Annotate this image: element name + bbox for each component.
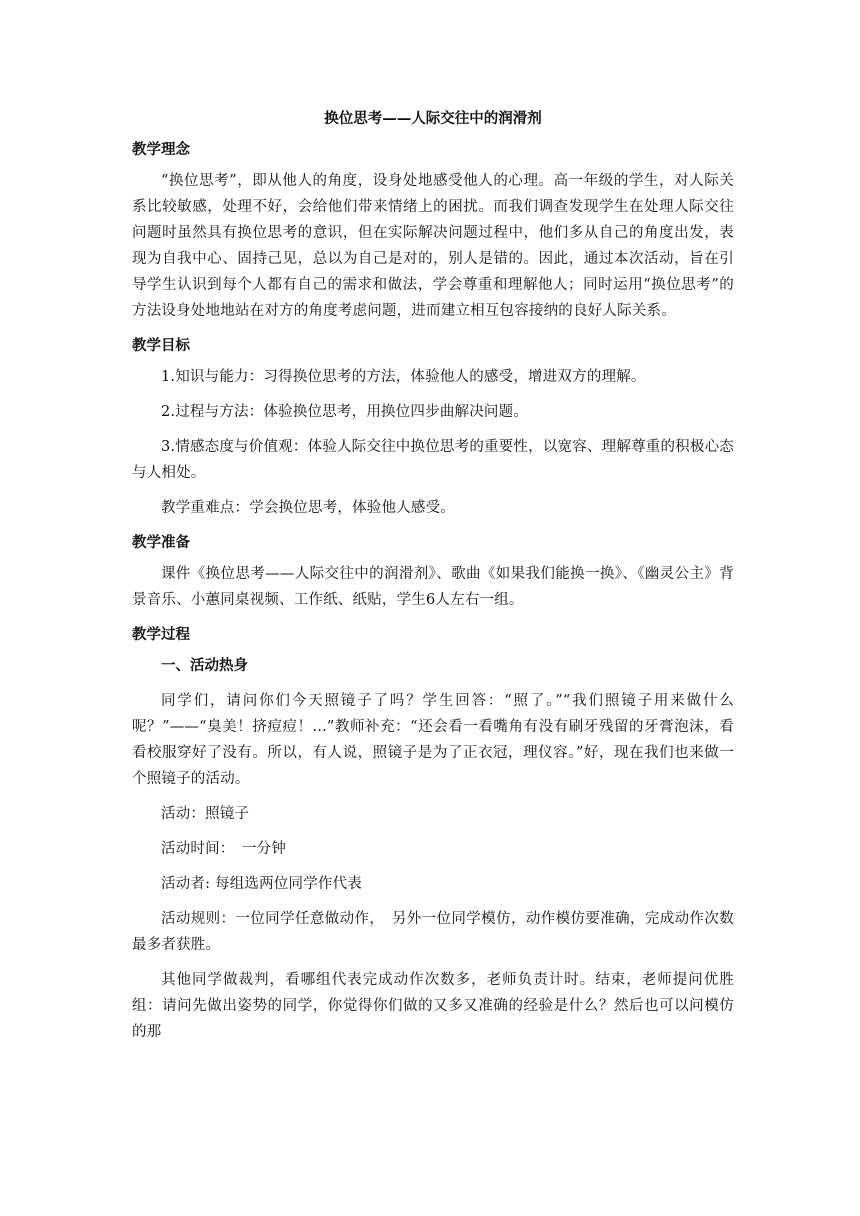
preparation-paragraph: 课件《换位思考——人际交往中的润滑剂》、歌曲《如果我们能换一换》、《幽灵公主》背景音乐、小蕙同桌视频、工作纸、纸贴，学生6人左右一组。 <box>132 566 734 608</box>
subheading-warmup: 一、活动热身 <box>161 658 248 674</box>
section-heading-preparation: 教学准备 <box>132 535 190 551</box>
document-body <box>132 106 734 1049</box>
goal-item-1: 1.知识与能力：习得换位思考的方法，体验他人的感受，增进双方的理解。 <box>161 369 646 385</box>
key-point-paragraph: 教学重难点：学会换位思考，体验他人感受。 <box>161 500 455 516</box>
section-heading-process: 教学过程 <box>132 627 190 643</box>
page-title: 换位思考——人际交往中的润滑剂 <box>324 111 542 127</box>
closing-paragraph: 其他同学做裁判，看哪组代表完成动作次数多，老师负责计时。结束，老师提问优胜组：请问先做出姿势的同学，你觉得你们做的又多又准确的经验是什么？然后也可以问模仿的那 <box>132 972 734 1040</box>
philosophy-paragraph: “换位思考”，即从他人的角度，设身处地感受他人的心理。高一年级的学生，对人际关系比较敏感，处理不好，会给他们带来情绪上的困扰。而我们调查发现学生在处理人际交往问题时虽然具有换位思考的意识，但在实际解决问题过程中，他们多从自己的角度出发，表现为自我中心、固持己见，总以为自己是对的，别人是错的。因此，通过本次活动，旨在引导学生认识到每个人都有自己的需求和做法，学会尊重和理解他人；同时运用“换位思考”的方法设身处地地站在对方的角度考虑问题，进而建立相互包容接纳的良好人际关系。 <box>132 173 734 319</box>
activity-name: 活动：照镜子 <box>161 806 250 822</box>
activity-rules: 活动规则：一位同学任意做动作， 另外一位同学模仿，动作模仿要准确，完成动作次数最多者获胜。 <box>132 911 734 953</box>
activity-participants: 活动者: 每组选两位同学作代表 <box>161 876 362 892</box>
warmup-intro-paragraph: 同学们，请问你们今天照镜子了吗？学生回答：“照了。”“我们照镜子用来做什么呢？”——“臭美！挤痘痘！...”教师补充：“还会看一看嘴角有没有刷牙残留的牙膏泡沫，看看校服穿好了没有。所以，有人说，照镜子是为了正衣冠，理仪容。”好，现在我们也来做一个照镜子的活动。 <box>132 693 734 787</box>
section-heading-philosophy: 教学理念 <box>132 142 190 158</box>
section-heading-goals: 教学目标 <box>132 338 190 354</box>
goal-item-3: 3.情感态度与价值观：体验人际交往中换位思考的重要性，以宽容、理解尊重的积极心态与人相处。 <box>132 439 734 481</box>
goal-item-2: 2.过程与方法：体验换位思考，用换位四步曲解决问题。 <box>161 404 529 420</box>
activity-time: 活动时间： 一分钟 <box>161 841 287 857</box>
